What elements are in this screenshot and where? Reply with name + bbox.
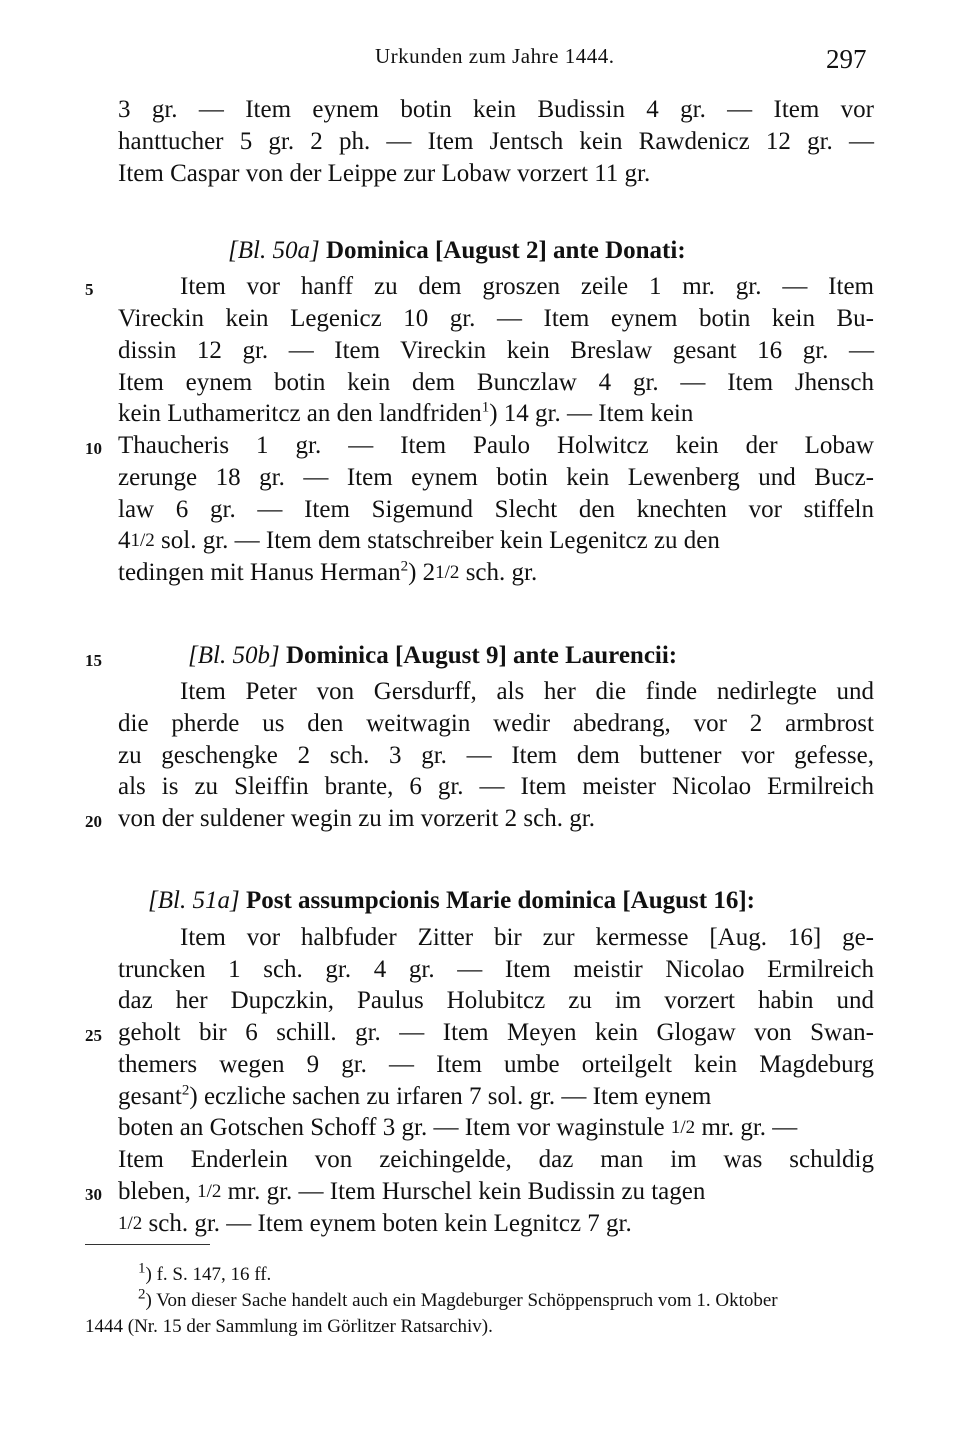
text-line: zu geschengke 2 sch. 3 gr. — Item dem buttener vor gefesse,	[118, 742, 874, 769]
footnote	[85, 1314, 493, 1340]
line-number: 15	[85, 651, 102, 670]
text-line: dissin 12 gr. — Item Vireckin kein Breslaw gesant 16 gr. —	[118, 337, 874, 364]
line-number: 20	[85, 812, 102, 831]
line-number: 25	[85, 1026, 102, 1045]
footnote	[138, 1288, 778, 1314]
text-line: daz her Dupczkin, Paulus Holubitcz zu im vorzert habin und	[118, 987, 874, 1014]
text-run: ) eczliche sachen zu irfaren 7 sol. gr. — Item eynem	[189, 1083, 712, 1110]
text-line	[118, 1081, 711, 1112]
footnote	[138, 1262, 271, 1288]
folio-ref: [Bl. 50a]	[228, 237, 320, 264]
line-number: 30	[85, 1185, 102, 1204]
text-run: mr. gr. —	[695, 1114, 798, 1141]
text-run: mr. gr. — Item Hurschel kein Budissin zu tagen	[221, 1178, 706, 1205]
footnote-rule	[85, 1244, 210, 1245]
text-line	[118, 1112, 797, 1143]
text-fragment	[118, 398, 693, 429]
text-line: von der suldener wegin zu im vorzerit 2 sch. gr.	[118, 805, 595, 832]
footnote-marker: 1	[138, 1260, 146, 1277]
footnote-marker: 2	[181, 1082, 190, 1099]
text-line: Item vor halbfuder Zitter bir zur kermesse [Aug. 16] ge-	[180, 924, 874, 951]
text-line	[118, 1208, 632, 1239]
running-head: Urkunden zum Jahre 1444.	[375, 44, 615, 68]
text-run: sol. gr. — Item dem statschreiber kein Legenitcz zu den	[161, 527, 720, 554]
fraction: 1/2	[435, 562, 460, 583]
fraction: 1/2	[130, 530, 155, 551]
section-heading	[228, 235, 686, 266]
footnote-marker: 2	[138, 1286, 146, 1303]
text-line: Item Caspar von der Leippe zur Lobaw vorzert 11 gr.	[118, 160, 651, 187]
footnote-marker: 2	[400, 558, 409, 575]
text-line: truncken 1 sch. gr. 4 gr. — Item meistir Nicolao Ermilreich	[118, 956, 874, 983]
text-run: ) 14 gr. — Item kein	[489, 400, 694, 427]
fraction: 1/2	[197, 1181, 222, 1202]
text-line: Thaucheris 1 gr. — Item Paulo Holwitcz kein der Lobaw	[118, 432, 874, 459]
text-line: hanttucher 5 gr. 2 ph. — Item Jentsch kein Rawdenicz 12 gr. —	[118, 128, 874, 155]
folio-ref: [Bl. 50b]	[188, 642, 280, 669]
text-line: als is zu Sleiffin brante, 6 gr. — Item meister Nicolao Ermilreich	[118, 773, 874, 800]
text-run: ) 2	[408, 559, 436, 586]
text-line: themers wegen 9 gr. — Item umbe orteilgelt kein Magdeburg	[118, 1051, 874, 1078]
text-line	[118, 525, 720, 556]
page-number: 297	[826, 44, 867, 74]
text-line: die pherde us den weitwagin wedir abedrang, vor 2 armbrost	[118, 710, 874, 737]
text-line: Vireckin kein Legenicz 10 gr. — Item eynem botin kein Bu-	[118, 305, 874, 332]
text-line	[118, 1176, 705, 1207]
text-line: Item Peter von Gersdurff, als her die finde nedirlegte und	[180, 678, 874, 705]
fraction: 1/2	[670, 1117, 696, 1138]
footnote-text: 1444 (Nr. 15 der Sammlung im Görlitzer Ratsarchiv).	[85, 1316, 493, 1337]
text-line	[118, 557, 537, 588]
fraction: 1/2	[118, 1213, 143, 1234]
text-line	[118, 398, 874, 429]
text-line: Item Enderlein von zeichingelde, daz man im was schuldig	[118, 1146, 874, 1173]
text-line: 3 gr. — Item eynem botin kein Budissin 4 gr. — Item vor	[118, 96, 874, 123]
text-run: kein Luthameritcz an den landfriden	[118, 400, 482, 427]
line-number: 10	[85, 439, 102, 458]
section-heading	[148, 885, 755, 916]
text-run: boten an Gotschen Schoff 3 gr. — Item vor waginstule	[118, 1114, 665, 1141]
footnote-marker: 1	[481, 399, 490, 416]
text-run: bleben,	[118, 1178, 191, 1205]
footnote-text: ) Von dieser Sache handelt auch ein Magdeburger Schöppenspruch vom 1. Oktober	[145, 1290, 778, 1311]
text-line: law 6 gr. — Item Sigemund Slecht den knechten vor stiffeln	[118, 496, 874, 523]
text-run: sch. gr.	[459, 559, 538, 586]
text-line: Item vor hanff zu dem groszen zeile 1 mr. gr. — Item	[180, 273, 874, 300]
text-run: tedingen mit Hanus Herman	[118, 559, 401, 586]
text-run: sch. gr. — Item eynem boten kein Legnitcz 7 gr.	[148, 1210, 632, 1237]
heading-text: Dominica [August 9] ante Laurencii:	[285, 642, 678, 669]
text-line: geholt bir 6 schill. gr. — Item Meyen kein Glogaw von Swan-	[118, 1019, 874, 1046]
folio-ref: [Bl. 51a]	[148, 887, 240, 914]
heading-text: Post assumpcionis Marie dominica [August 16]:	[245, 887, 755, 914]
text-run: gesant	[118, 1083, 182, 1110]
text-line: zerunge 18 gr. — Item eynem botin kein Lewenberg und Bucz-	[118, 464, 874, 491]
text-line: Item eynem botin kein dem Bunczlaw 4 gr. — Item Jhensch	[118, 369, 874, 396]
footnote-text: ) f. S. 147, 16 ff.	[145, 1264, 272, 1285]
heading-text: Dominica [August 2] ante Donati:	[325, 237, 686, 264]
numeral: 4	[118, 527, 131, 554]
section-heading	[188, 640, 677, 671]
line-number: 5	[85, 280, 94, 299]
